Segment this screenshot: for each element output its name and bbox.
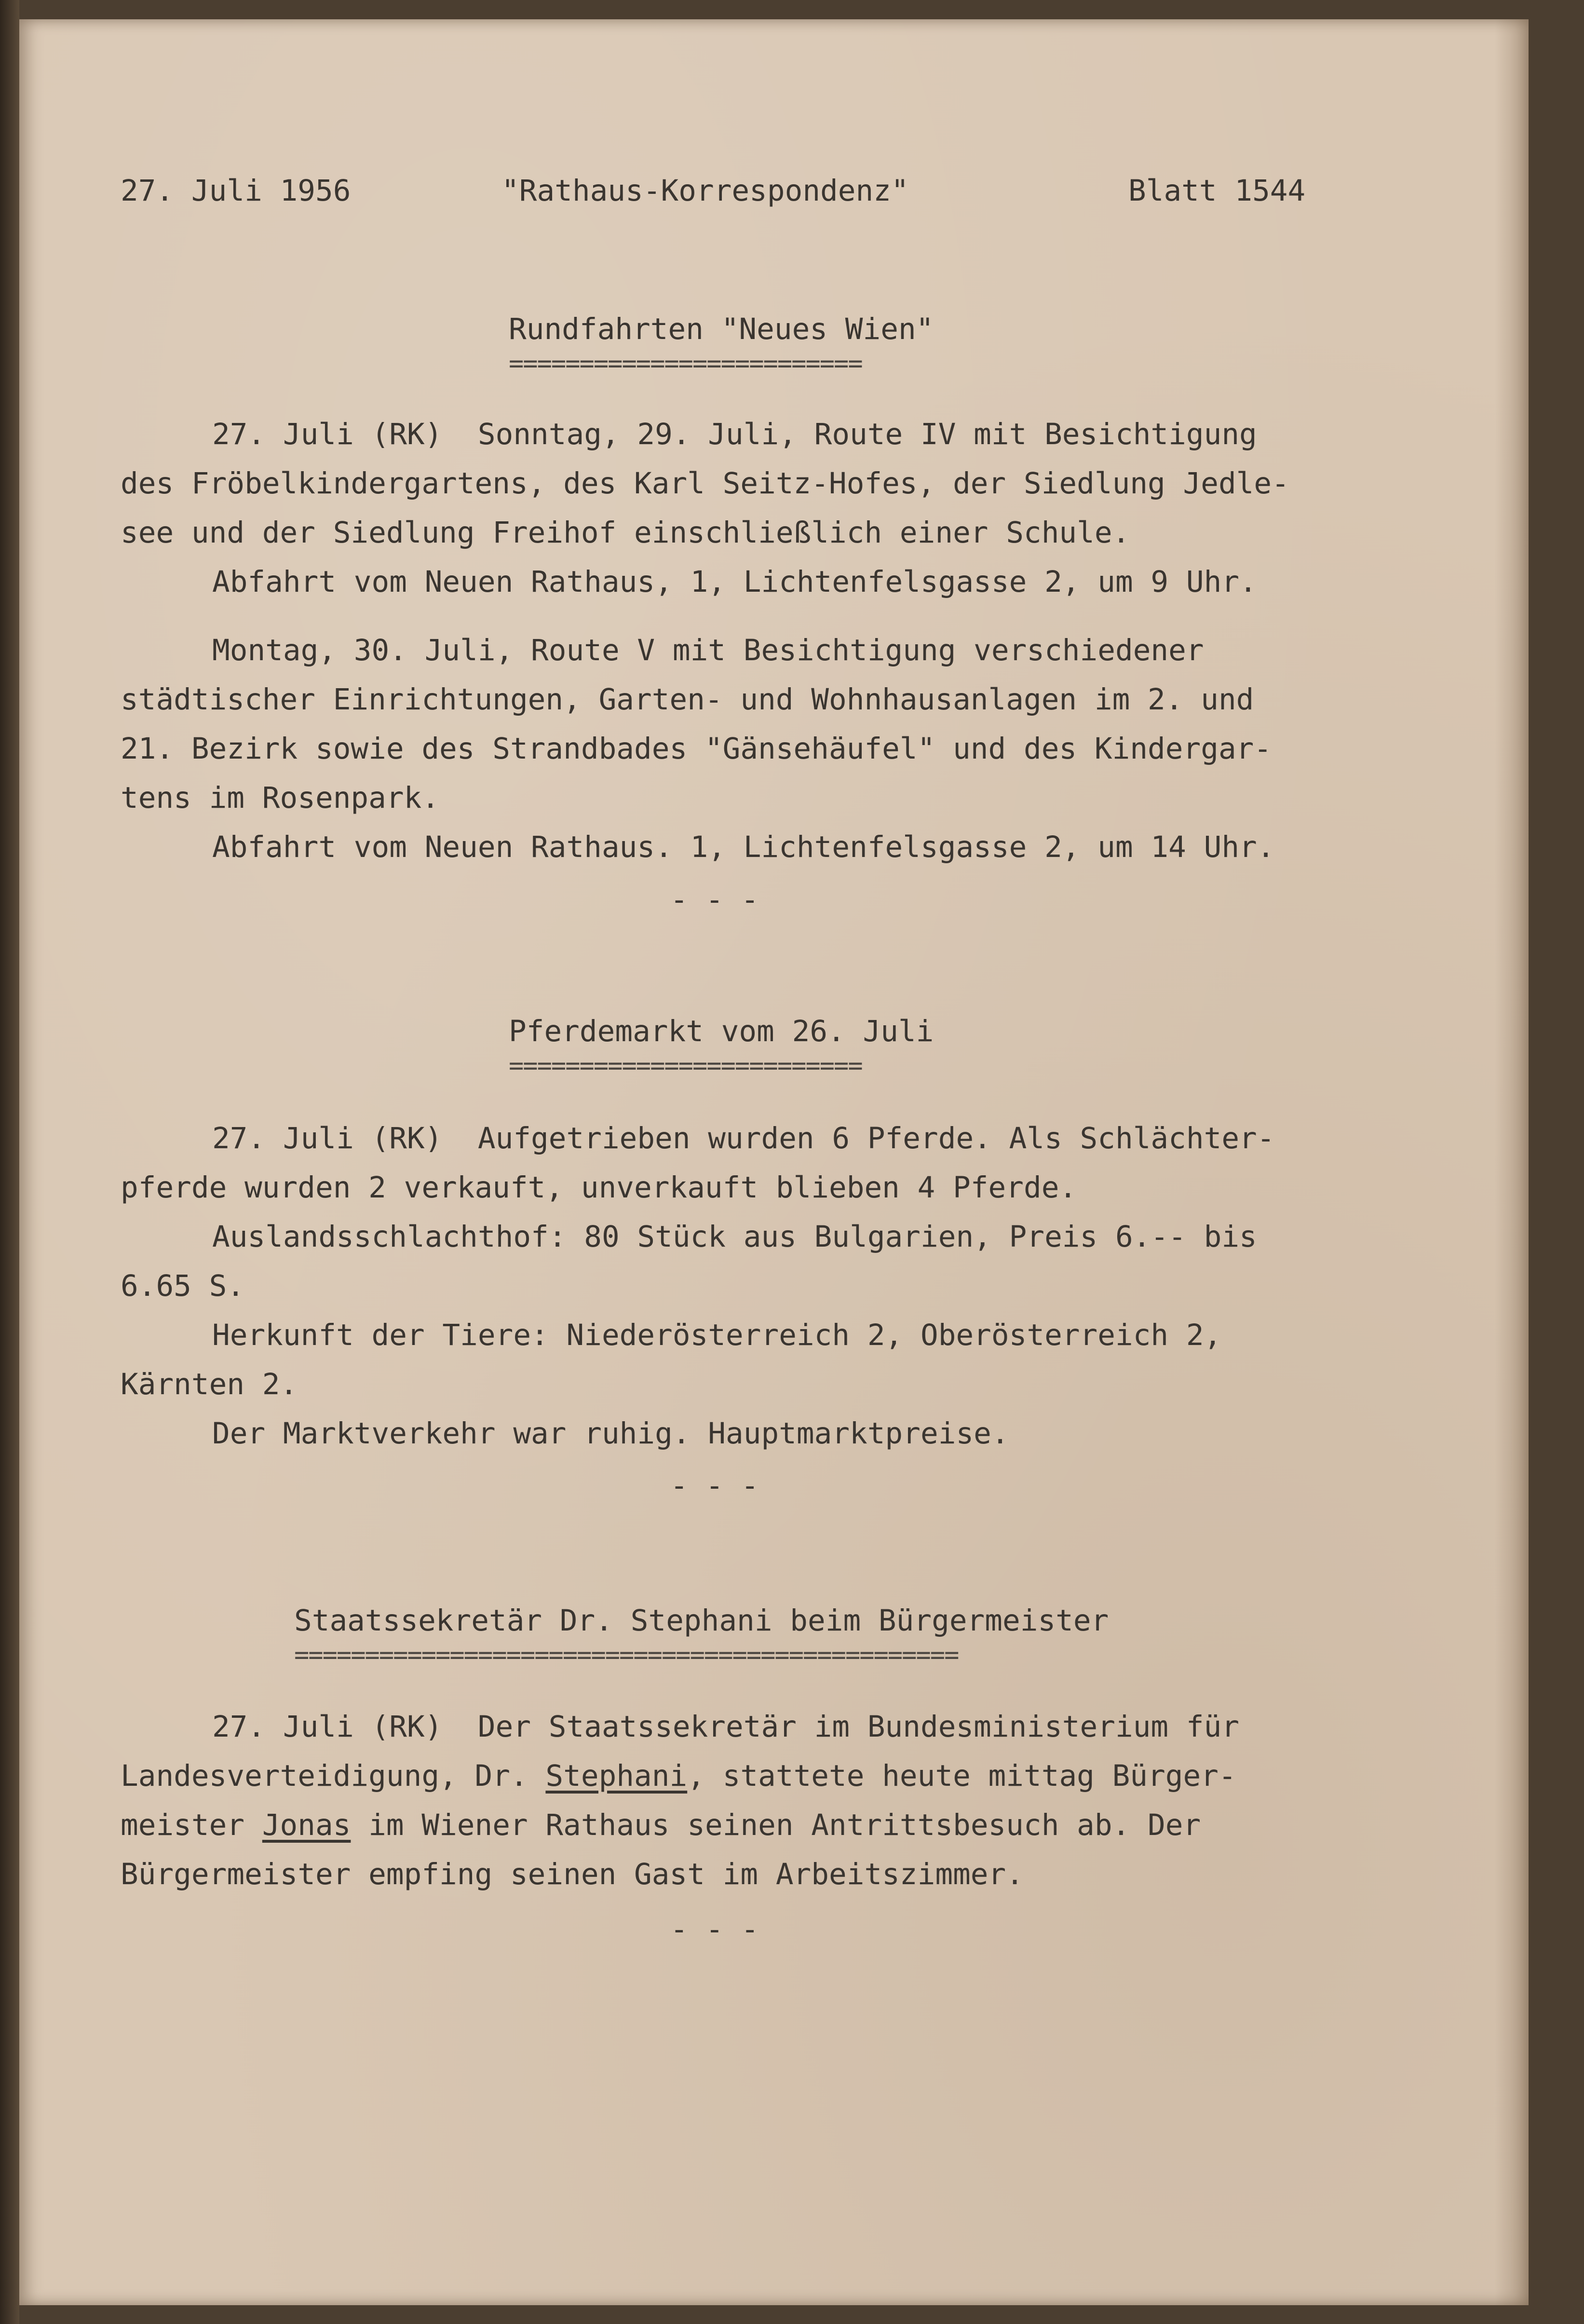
section3-line-4: Bürgermeister empfing seinen Gast im Arbeitszimmer. bbox=[121, 1857, 1024, 1891]
section1-separator: - - - bbox=[670, 883, 759, 917]
header-publication: "Rathaus-Korrespondenz" bbox=[501, 174, 909, 208]
name-jonas: Jonas bbox=[262, 1808, 351, 1842]
section2-title-underline: ========================= bbox=[509, 1051, 862, 1080]
section1-line-7: 21. Bezirk sowie des Strandbades "Gänsehäufel" und des Kindergar- bbox=[121, 732, 1272, 766]
section1-line-5: Montag, 30. Juli, Route V mit Besichtigung verschiedener bbox=[212, 633, 1204, 667]
section2-line-6: Kärnten 2. bbox=[121, 1367, 298, 1401]
header-date: 27. Juli 1956 bbox=[121, 174, 351, 208]
section1-line-4: Abfahrt vom Neuen Rathaus, 1, Lichtenfelsgasse 2, um 9 Uhr. bbox=[212, 565, 1257, 599]
section1-line-9: Abfahrt vom Neuen Rathaus. 1, Lichtenfelsgasse 2, um 14 Uhr. bbox=[212, 830, 1275, 864]
section1-title-underline: ========================= bbox=[509, 349, 862, 378]
section3-line-3-start: meister bbox=[121, 1808, 262, 1842]
document-page bbox=[19, 19, 1529, 2305]
header-sheet-number: Blatt 1544 bbox=[1128, 174, 1306, 208]
section3-line-3-end: im Wiener Rathaus seinen Antrittsbesuch ab. Der bbox=[351, 1808, 1201, 1842]
section1-line-6: städtischer Einrichtungen, Garten- und Wohnhausanlagen im 2. und bbox=[121, 682, 1254, 717]
section1-line-3: see und der Siedlung Freihof einschließlich einer Schule. bbox=[121, 516, 1130, 550]
section2-line-5: Herkunft der Tiere: Niederösterreich 2, Oberösterreich 2, bbox=[212, 1318, 1222, 1352]
section1-line-8: tens im Rosenpark. bbox=[121, 781, 440, 815]
section2-separator: - - - bbox=[670, 1468, 759, 1503]
section2-line-2: pferde wurden 2 verkauft, unverkauft blieben 4 Pferde. bbox=[121, 1170, 1077, 1205]
section1-line-2: des Fröbelkindergartens, des Karl Seitz-Hofes, der Siedlung Jedle- bbox=[121, 466, 1289, 501]
section2-line-1: 27. Juli (RK) Aufgetrieben wurden 6 Pferde. Als Schlächter- bbox=[212, 1121, 1275, 1155]
section1-line-1: 27. Juli (RK) Sonntag, 29. Juli, Route IV mit Besichtigung bbox=[212, 417, 1257, 451]
section2-line-4: 6.65 S. bbox=[121, 1269, 245, 1303]
page-edge-shadow bbox=[1495, 19, 1529, 2305]
book-spine bbox=[0, 0, 19, 2324]
section3-separator: - - - bbox=[670, 1912, 759, 1946]
section3-line-3 bbox=[121, 1810, 1201, 1840]
section3-line-2-end: , stattete heute mittag Bürger- bbox=[687, 1759, 1236, 1793]
section1-title: Rundfahrten "Neues Wien" bbox=[509, 312, 934, 346]
section3-line-2 bbox=[121, 1761, 1236, 1791]
section2-line-7: Der Marktverkehr war ruhig. Hauptmarktpreise. bbox=[212, 1416, 1009, 1451]
section3-title-underline: =============================================== bbox=[294, 1641, 959, 1670]
name-stephani: Stephani bbox=[545, 1759, 688, 1793]
section3-title: Staatssekretär Dr. Stephani beim Bürgermeister bbox=[294, 1604, 1109, 1638]
section2-title: Pferdemarkt vom 26. Juli bbox=[509, 1014, 934, 1048]
section2-line-3: Auslandsschlachthof: 80 Stück aus Bulgarien, Preis 6.-- bis bbox=[212, 1220, 1257, 1254]
section3-line-1: 27. Juli (RK) Der Staatssekretär im Bundesministerium für bbox=[212, 1710, 1240, 1744]
section3-line-2-start: Landesverteidigung, Dr. bbox=[121, 1759, 546, 1793]
